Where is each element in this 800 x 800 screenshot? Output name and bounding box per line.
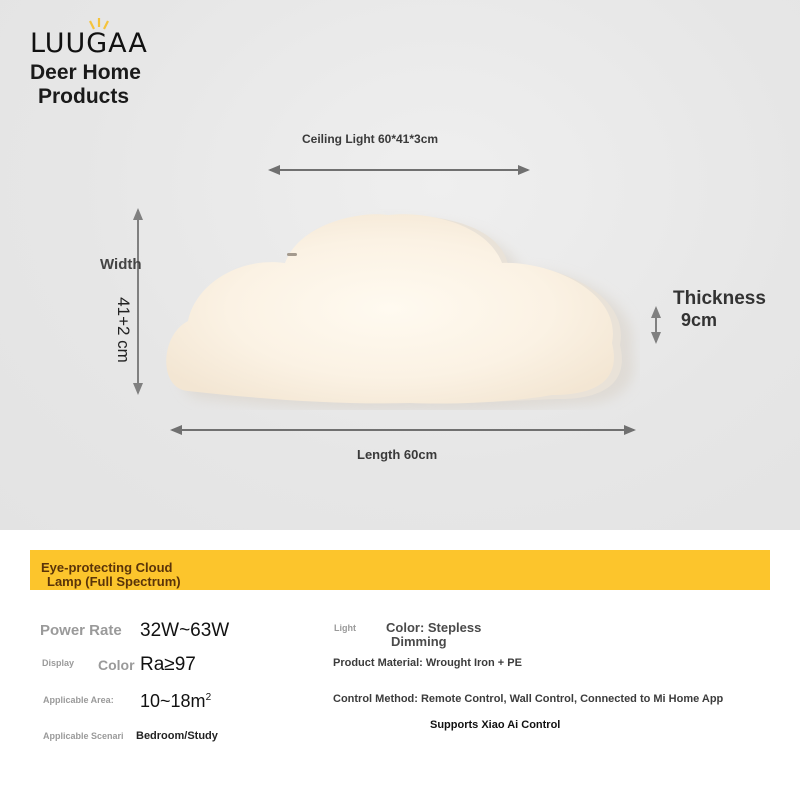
color-rendering-value: Ra≥97 [140,654,196,675]
light-label: Light [334,623,356,633]
spec-title-line1: Eye-protecting Cloud [41,560,173,575]
light-color-line1: Color: Stepless [386,620,482,635]
product-material: Product Material: Wrought Iron + PE [333,657,522,669]
brand-logo [30,18,170,58]
area-unit-sup: 2 [205,692,212,703]
logo-text: LUUGAA [30,28,148,59]
spec-title-bar [30,550,770,590]
width-value: 41+2 cm [113,297,133,363]
brand-name-line2: Products [38,85,130,108]
applicable-scenario-value: Bedroom/Study [136,730,218,742]
length-label: Length 60cm [357,447,438,462]
power-rate-label: Power Rate [40,622,122,639]
thickness-dimension-arrow [655,308,657,342]
top-dimension-arrow [270,169,528,171]
power-rate-value: 32W~63W [140,620,230,641]
area-number: 10~18m [140,691,206,711]
thickness-label: Thickness [673,288,766,309]
control-method: Control Method: Remote Control, Wall Control, Connected to Mi Home App [333,693,724,705]
thickness-value: 9cm [681,310,718,330]
length-dimension-arrow [172,429,634,431]
cloud-lamp-image [160,195,640,410]
applicable-area-value [140,692,211,710]
brand-name-line1: Deer Home [30,61,141,84]
spec-title-line2: Lamp (Full Spectrum) [47,574,181,589]
diagram-title: Ceiling Light 60*41*3cm [302,132,439,146]
display-label: Display [42,658,75,668]
color-label: Color [98,657,135,673]
applicable-scenario-label: Applicable Scenari [43,731,124,741]
light-color-line2: Dimming [391,634,447,649]
xiao-ai-support: Supports Xiao Ai Control [430,719,561,731]
width-dimension-arrow [137,210,139,393]
width-label: Width [100,256,142,273]
applicable-area-label: Applicable Area: [43,695,114,705]
